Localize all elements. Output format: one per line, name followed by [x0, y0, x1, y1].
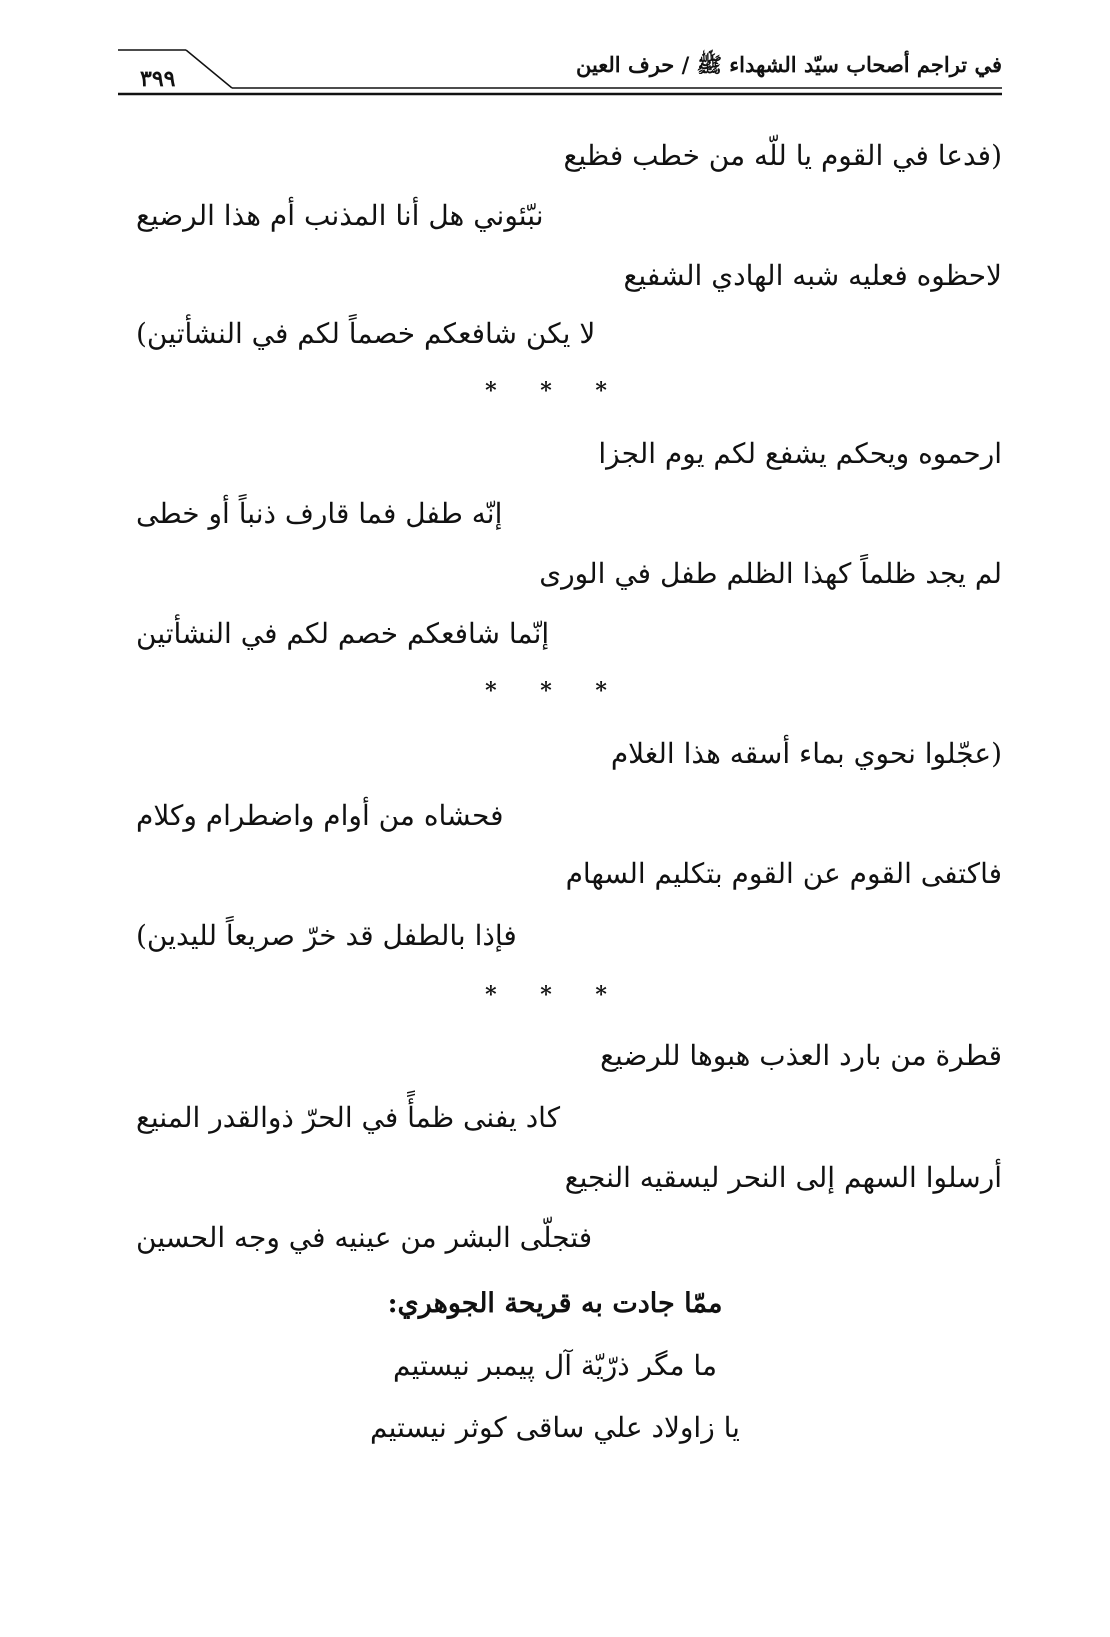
persian-verse-line: يا زاولاد علي ساقى كوثر نيستيم — [370, 1411, 740, 1444]
verse-line: فحشاه من أوام واضطرام وكلام — [136, 799, 504, 832]
stanza-separator: * * * — [485, 678, 625, 704]
verse-line: ارحموه ويحكم يشفع لكم يوم الجزا — [598, 437, 1002, 470]
page-number: ٣٩٩ — [140, 66, 176, 92]
verse-line: (فدعا في القوم يا للّه من خطب فظيع — [563, 139, 1002, 172]
running-header — [118, 44, 1002, 104]
stanza-separator: * * * — [485, 378, 625, 404]
verse-line: أرسلوا السهم إلى النحر ليسقيه النجيع — [564, 1161, 1002, 1194]
verse-line: نبّئوني هل أنا المذنب أم هذا الرضيع — [136, 199, 544, 232]
header-title: في تراجم أصحاب سيّد الشهداء ﷺ / حرف العين — [575, 52, 1002, 77]
verse-line: فتجلّى البشر من عينيه في وجه الحسين — [136, 1221, 593, 1254]
verse-line: لم يجد ظلماً كهذا الظلم طفل في الورى — [539, 557, 1002, 590]
section-heading: ممّا جادت به قريحة الجوهري: — [387, 1288, 723, 1319]
verse-line: لاحظوه فعليه شبه الهادي الشفيع — [623, 259, 1002, 292]
persian-verse-line: ما مگر ذرّيّة آل پيمبر نيستيم — [393, 1349, 717, 1382]
verse-line: لا يكن شافعكم خصماً لكم في النشأتين) — [136, 317, 596, 350]
stanza-separator: * * * — [485, 982, 625, 1008]
verse-line: (عجّلوا نحوي بماء أسقه هذا الغلام — [610, 737, 1002, 770]
verse-line: كاد يفنى ظمأً في الحرّ ذوالقدر المنيع — [136, 1101, 561, 1134]
verse-line: فإذا بالطفل قد خرّ صريعاً لليدين) — [136, 919, 517, 952]
verse-line: إنّما شافعكم خصم لكم في النشأتين — [136, 617, 550, 650]
verse-line: إنّه طفل فما قارف ذنباً أو خطى — [136, 497, 503, 530]
verse-line: قطرة من بارد العذب هبوها للرضيع — [600, 1039, 1002, 1072]
verse-line: فاكتفى القوم عن القوم بتكليم السهام — [565, 857, 1002, 890]
